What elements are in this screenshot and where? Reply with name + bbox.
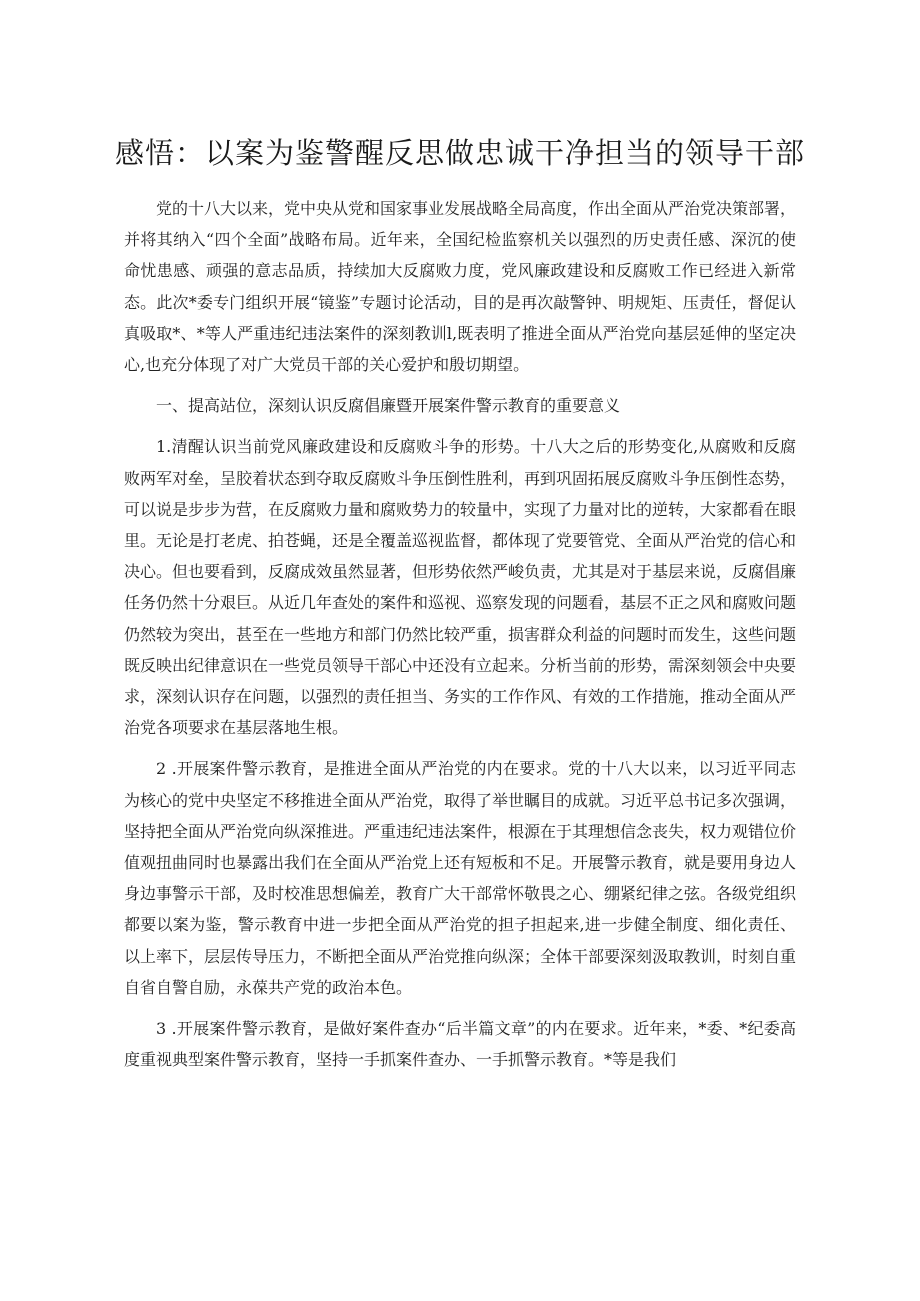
document-title: 感悟：以案为鉴警醒反思做忠诚干净担当的领导干部 (114, 136, 805, 170)
paragraph-point-2: 2 .开展案件警示教育，是推进全面从严治党的内在要求。党的十八大以来，以习近平同志为核心的党中央坚定不移推进全面从严治党，取得了举世瞩目的成就。习近平总书记多次强调，坚持把全面从严治党向纵深推进。严重违纪违法案件，根源在于其理想信念丧失，权力观错位价值观扭曲同时也暴露出我们在全面从严治党上还有短板和不足。开展警示教育，就是要用身边人身边事警示干部，及时校准思想偏差，教育广大干部常怀敬畏之心、绷紧纪律之弦。各级党组织都要以案为鉴，警示教育中进一步把全面从严治党的担子担起来,进一步健全制度、细化责任、以上率下，层层传导压力，不断把全面从严治党推向纵深；全体干部要深刻汲取教训，时刻自重自省自警自励，永葆共产党的政治本色。 (124, 759, 797, 997)
document-body (124, 193, 796, 1075)
paragraph-point-3: 3 .开展案件警示教育，是做好案件查办“后半篇文章”的内在要求。近年来，*委、*纪委高度重视典型案件警示教育，坚持一手抓案件查办、一手抓警示教育。*等是我们 (124, 1019, 796, 1070)
paragraph-intro: 党的十八大以来，党中央从党和国家事业发展战略全局高度，作出全面从严治党决策部署，并将其纳入“四个全面”战略布局。近年来，全国纪检监察机关以强烈的历史责任感、深沉的使命忧患感、顽强的意志品质，持续加大反腐败力度，党风廉政建设和反腐败工作已经进入新常态。此次*委专门组织开展“镜鉴”专题讨论活动，目的是再次敲警钟、明规矩、压责任，督促认真吸取*、*等人严重违纪违法案件的深刻教训l,既表明了推进全面从严治党向基层延伸的坚定决心,也充分体现了对广大党员干部的关心爱护和殷切期望。 (124, 199, 797, 375)
section-heading-1: 一、提高站位，深刻认识反腐倡廉暨开展案件警示教育的重要意义 (156, 396, 621, 416)
paragraph-point-1: 1.清醒认识当前党风廉政建设和反腐败斗争的形势。十八大之后的形势变化,从腐败和反腐败两军对垒，呈胶着状态到夺取反腐败斗争压倒性胜利，再到巩固拓展反腐败斗争压倒性态势，可以说是步步为营，在反腐败力量和腐败势力的较量中，实现了力量对比的逆转，大家都看在眼里。无论是打老虎、拍苍蝇，还是全覆盖巡视监督，都体现了党要管党、全面从严治党的信心和决心。但也要看到，反腐成效虽然显著，但形势依然严峻负责，尤其是对于基层来说，反腐倡廉任务仍然十分艰巨。从近几年查处的案件和巡视、巡察发现的问题看，基层不正之风和腐败问题仍然较为突出，甚至在一些地方和部门仍然比较严重，损害群众利益的问题时而发生，这些问题既反映出纪律意识在一些党员领导干部心中还没有立起来。分析当前的形势，需深刻领会中央要求，深刻认识存在问题，以强烈的责任担当、务实的工作作风、有效的工作措施，推动全面从严治党各项要求在基层落地生根。 (124, 437, 797, 738)
